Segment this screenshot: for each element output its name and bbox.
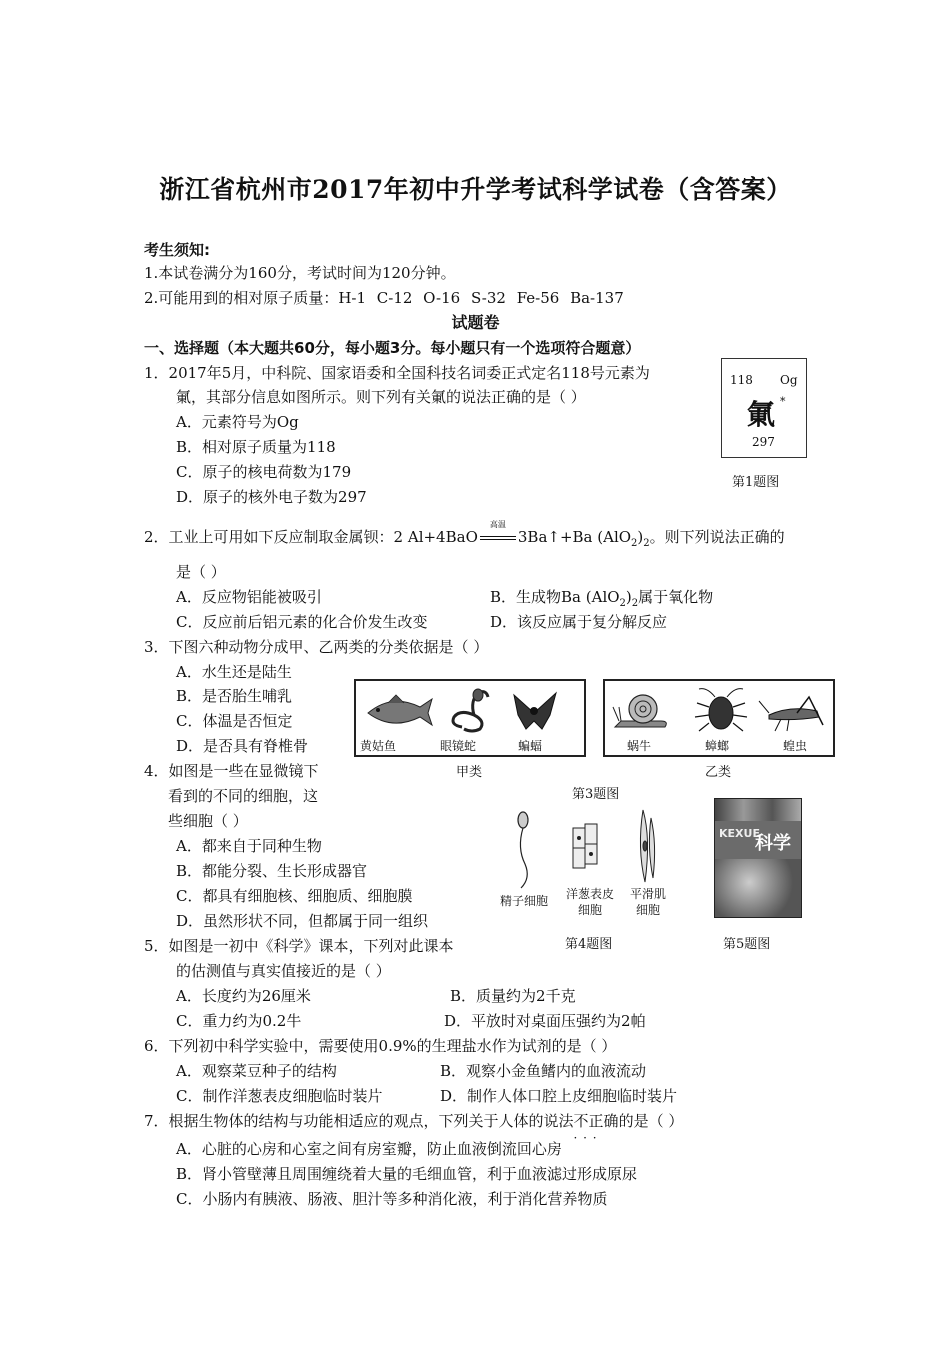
element-card: [721, 358, 807, 458]
book-english-title: KEXUE: [719, 827, 760, 840]
element-symbol: Og: [780, 373, 798, 387]
q7-option-a: A．心脏的心房和心室之间有房室瓣，防止血液倒流回心房: [176, 1140, 562, 1158]
q7-option-b: B．肾小管壁薄且周围缠绕着大量的毛细血管，利于血液滤过形成原尿: [176, 1165, 638, 1183]
cell-label-sperm: 精子细胞: [500, 894, 549, 908]
animal-group-jia: [354, 679, 586, 757]
animal-name: 蝗虫: [783, 739, 808, 753]
notice-heading: 考生须知:: [144, 241, 210, 259]
q2-subscript-2: 2: [643, 538, 650, 549]
section-heading: 一、选择题（本大题共60分，每小题3分。每小题只有一个选项符合题意）: [144, 339, 641, 357]
q2-stem-part2: 3Ba↑+Ba (AlO: [517, 528, 632, 546]
snail-icon: [613, 695, 666, 727]
q2-stem-line2: 是（ ）: [176, 563, 226, 581]
q5-stem-line2: 的估测值与真实值接近的是（ ）: [176, 962, 391, 980]
q2-stem-part4: 。则下列说法正确的: [649, 528, 785, 546]
animal-name: 蝙蝠: [518, 739, 543, 753]
smooth-muscle-icon: [640, 810, 654, 882]
q2-option-a: A．反应物铝能被吸引: [176, 588, 322, 606]
q1-figure-caption: 第1题图: [732, 475, 780, 490]
q2-b-sub: 2: [619, 598, 626, 609]
q4-option-c: C．都具有细胞核、细胞质、细胞膜: [176, 887, 413, 905]
q2-condition: 高温: [489, 520, 506, 529]
q7-stem-part2: 的是（ ）: [618, 1112, 684, 1130]
q3-figure-caption: 第3题图: [572, 787, 620, 802]
q1-stem-line1: 1．2017年5月，中科院、国家语委和全国科技名词委正式定名118号元素为: [144, 364, 650, 382]
q2-option-c: C．反应前后铝元素的化合价发生改变: [176, 613, 428, 631]
q6-stem: 6．下列初中科学实验中，需要使用0.9%的生理盐水作为试剂的是（ ）: [144, 1037, 617, 1055]
animal-name: 蜗牛: [627, 739, 652, 753]
q1-option-a: A．元素符号为Og: [176, 413, 299, 431]
animal-name: 眼镜蛇: [440, 739, 477, 753]
notice-line-2: 2.可能用到的相对原子质量：H-1 C-12 O-16 S-32 Fe-56 Ba-137: [144, 289, 624, 307]
q4-figure-caption: 第4题图: [565, 937, 613, 952]
q4-option-b: B．都能分裂、生长形成器官: [176, 862, 368, 880]
q6-option-c: C．制作洋葱表皮细胞临时装片: [176, 1087, 383, 1105]
q5-figure-caption: 第5题图: [723, 937, 771, 952]
paper-label: 试题卷: [451, 313, 500, 332]
q3-stem: 3．下图六种动物分成甲、乙两类的分类依据是（ ）: [144, 638, 489, 656]
q4-option-a: A．都来自于同种生物: [176, 837, 322, 855]
animal-group-yi: [603, 679, 835, 757]
sperm-cell-icon: [518, 812, 528, 888]
snake-icon: [453, 689, 488, 731]
q7-stem: [144, 1110, 683, 1132]
locust-icon: [759, 697, 823, 731]
onion-cell-icon: [573, 824, 597, 868]
cell-label-onion-2: 细胞: [578, 903, 603, 917]
q5-option-b: B．质量约为2千克: [450, 987, 576, 1005]
q7-option-c: C．小肠内有胰液、肠液、胆汁等多种消化液，利于消化营养物质: [176, 1190, 608, 1208]
element-char: 氭: [747, 398, 776, 431]
q5-option-d: D．平放时对桌面压强约为2帕: [444, 1012, 646, 1030]
fish-icon: [368, 695, 432, 725]
animal-group-yi-drawing: [611, 685, 831, 735]
element-star: *: [780, 395, 786, 408]
q5-option-c: C．重力约为0.2牛: [176, 1012, 302, 1030]
q2-b-part1: B．生成物Ba (AlO: [490, 588, 620, 606]
q4-stem-line2: 看到的不同的细胞，这: [168, 787, 319, 805]
q7-stem-emphasis: 不正确 · · ·: [574, 1112, 619, 1130]
q1-stem-line2: 氭，其部分信息如图所示。则下列有关氭的说法正确的是（ ）: [176, 388, 586, 406]
cell-label-onion-1: 洋葱表皮: [566, 887, 615, 901]
group-label-jia: 甲类: [456, 765, 483, 780]
element-number: 118: [730, 373, 753, 387]
q5-stem-line1: 5．如图是一初中《科学》课本，下列对此课本: [144, 937, 454, 955]
q2-stem-part1: 2．工业上可用如下反应制取金属钡：2 Al+4BaO: [144, 528, 478, 546]
notice-line-1: 1.本试卷满分为160分，考试时间为120分钟。: [144, 264, 456, 282]
animal-name: 蟑螂: [705, 739, 730, 753]
q2-option-d: D．该反应属于复分解反应: [490, 613, 668, 631]
q5-option-a: A．长度约为26厘米: [176, 987, 311, 1005]
textbook-cover: [714, 798, 802, 918]
q3-option-c: C．体温是否恒定: [176, 712, 293, 730]
q1-option-c: C．原子的核电荷数为179: [176, 463, 352, 481]
q2-stem-part3: ): [637, 528, 644, 546]
q2-reaction-arrow: [478, 520, 518, 548]
q2-b-part3: 属于氧化物: [638, 588, 714, 606]
q6-option-d: D．制作人体口腔上皮细胞临时装片: [440, 1087, 678, 1105]
cell-label-muscle-1: 平滑肌: [630, 887, 667, 901]
q3-option-d: D．是否具有脊椎骨: [176, 737, 309, 755]
element-mass: 297: [752, 435, 775, 449]
q1-option-b: B．相对原子质量为118: [176, 438, 336, 456]
q6-option-a: A．观察菜豆种子的结构: [176, 1062, 337, 1080]
group-label-yi: 乙类: [705, 765, 732, 780]
animal-name: 黄姑鱼: [360, 739, 397, 753]
q2-b-sub2: 2: [631, 598, 639, 609]
cell-figures: [505, 808, 675, 890]
bat-icon: [514, 693, 556, 729]
animal-group-jia-drawing: [362, 685, 582, 735]
book-photo: [715, 859, 801, 917]
q3-option-b: B．是否胎生哺乳: [176, 687, 293, 705]
q4-option-d: D．虽然形状不同，但都属于同一组织: [176, 912, 429, 930]
q3-option-a: A．水生还是陆生: [176, 663, 292, 681]
book-title: 科学: [755, 833, 791, 854]
q4-stem-line1: 4．如图是一些在显微镜下: [144, 762, 319, 780]
q6-option-b: B．观察小金鱼鳍内的血液流动: [440, 1062, 647, 1080]
book-top-band: [715, 799, 801, 821]
q2-b-part2: ): [625, 588, 632, 606]
page-title: 浙江省杭州市2017年初中升学考试科学试卷（含答案）: [159, 175, 792, 204]
cockroach-icon: [695, 689, 747, 731]
q2-subscript: 2: [631, 538, 638, 549]
q1-option-d: D．原子的核外电子数为297: [176, 488, 367, 506]
q4-stem-line3: 些细胞（ ）: [168, 812, 248, 830]
q2-stem-line1: [144, 520, 785, 555]
q7-stem-part1: 7．根据生物体的结构与功能相适应的观点，下列关于人体的说法: [144, 1112, 574, 1130]
cell-label-muscle-2: 细胞: [636, 903, 661, 917]
